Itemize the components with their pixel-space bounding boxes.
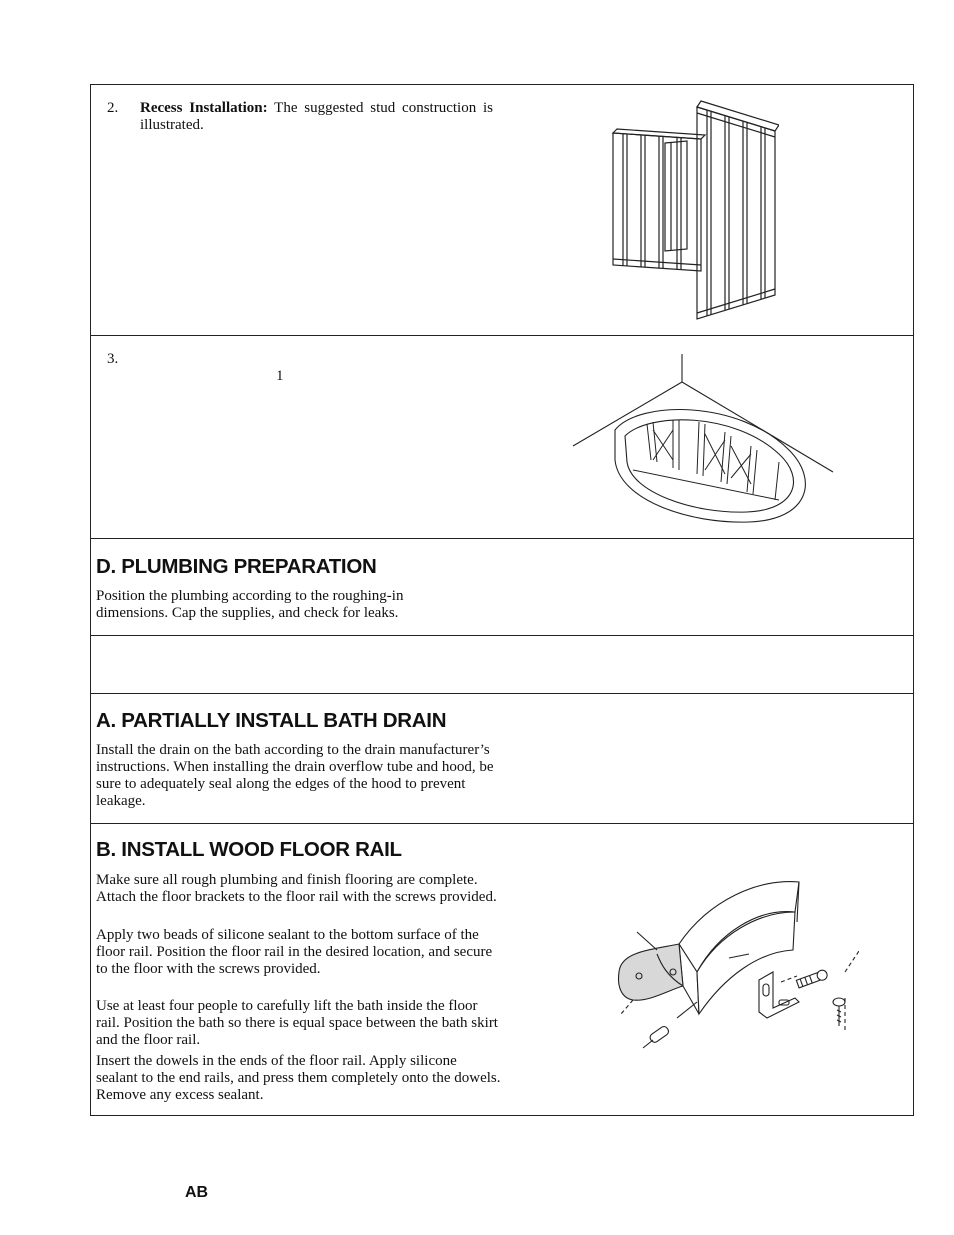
bath-drain-section [91, 694, 913, 824]
bath-drain-heading: A. PARTIALLY INSTALL BATH DRAIN [96, 709, 447, 732]
floor-rail-paragraph: Apply two beads of silicone sealant to the bottom surface of the floor rail. Position the floor rail in the desired location, and secure to the floor with the screws provided. [96, 927, 493, 977]
bath-drain-text: Install the drain on the bath according to the drain manufacturer’s instructions. When installing the drain overflow tube and hood, be sure to adequately seal along the edges of the hood to prevent leakage. [96, 742, 494, 809]
step-2-description: The suggested stud construction is illustrated. [140, 100, 494, 133]
step-3-number: 3. [107, 351, 119, 367]
step-2-section [91, 85, 913, 336]
plumbing-text: Position the plumbing according to the roughing-in dimensions. Cap the supplies, and check for leaks. [96, 588, 404, 621]
floor-rail-paragraph: Make sure all rough plumbing and finish flooring are complete. Attach the floor brackets to the floor rail with the screws provided. [96, 872, 497, 905]
blank-section [91, 636, 913, 694]
corner-platform-illustration [569, 350, 839, 526]
floor-rail-paragraph: Use at least four people to carefully lift the bath inside the floor rail. Position the bath so there is equal space between the bath skirt and the floor rail. [96, 998, 498, 1048]
step-2-text [140, 100, 493, 134]
step-2-title: Recess Installation: [140, 100, 268, 116]
plumbing-heading: D. PLUMBING PREPARATION [96, 555, 377, 578]
footer-mark: AB [185, 1184, 209, 1201]
step-3-text: 1 [276, 368, 284, 384]
floor-rail-heading: B. INSTALL WOOD FLOOR RAIL [96, 838, 402, 861]
floor-rail-bracket-illustration [609, 872, 859, 1062]
stud-framing-illustration [609, 99, 779, 324]
step-3-section [91, 336, 913, 539]
plumbing-preparation-section [91, 539, 913, 636]
floor-rail-paragraph: Insert the dowels in the ends of the floor rail. Apply silicone sealant to the end rails, and press them completely onto the dowels. Remove any excess sealant. [96, 1053, 501, 1103]
step-2-number: 2. [107, 100, 119, 116]
instructions-frame [90, 84, 914, 1116]
floor-rail-section [91, 824, 913, 1116]
